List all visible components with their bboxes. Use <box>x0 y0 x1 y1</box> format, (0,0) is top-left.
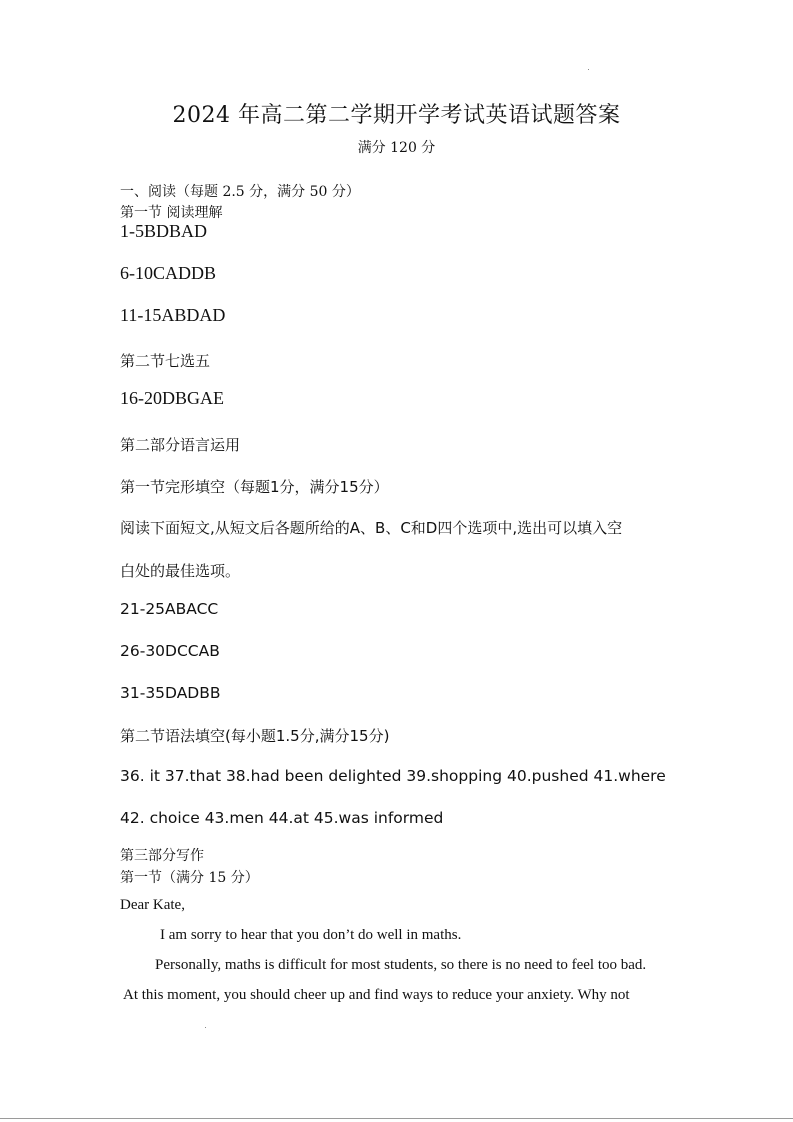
answer-line: 1-5BDBAD <box>120 221 208 241</box>
part2-section2-title: 第二节语法填空(每小题1.5分,满分15分) <box>120 727 390 745</box>
instruction-line-2: 白处的最佳选项。 <box>120 562 241 580</box>
answer-line: 26-30DCCAB <box>120 642 220 660</box>
part1-heading: 一、阅读（每题 2.5 分，满分 50 分） <box>120 184 360 200</box>
grammar-answers-line-2: 42. choice 43.men 44.at 45.was informed <box>120 809 444 827</box>
page-title: 2024 年高二第二学期开学考试英语试题答案 <box>172 103 621 128</box>
part1-section1-title: 第一节 阅读理解 <box>120 205 223 221</box>
answer-line: 11-15ABDAD <box>120 305 226 325</box>
letter-paragraph-3: At this moment, you should cheer up and find ways to reduce your anxiety. Why not <box>123 987 630 1003</box>
letter-paragraph-3-clip <box>123 987 675 1004</box>
scan-speck <box>588 69 589 70</box>
total-score: 满分 120 分 <box>357 140 436 156</box>
part3-heading: 第三部分写作 <box>120 848 204 864</box>
answer-line: 21-25ABACC <box>120 600 219 618</box>
answer-line: 16-20DBGAE <box>120 388 224 408</box>
letter-paragraph-2: Personally, maths is difficult for most students, so there is no need to feel too bad. <box>155 957 647 973</box>
part3-section1-title: 第一节（满分 15 分） <box>120 870 259 886</box>
letter-salutation: Dear Kate, <box>120 897 185 913</box>
part2-section1-title: 第一节完形填空（每题1分，满分15分） <box>120 478 389 496</box>
grammar-answers-line-1: 36. it 37.that 38.had been delighted 39.shopping 40.pushed 41.where <box>120 767 666 785</box>
part1-section2-title: 第二节七选五 <box>120 352 211 370</box>
letter-paragraph-1: I am sorry to hear that you don’t do well in maths. <box>160 927 462 943</box>
part2-heading: 第二部分语言运用 <box>120 436 241 454</box>
page-bottom-edge <box>0 1118 793 1119</box>
instruction-line-1: 阅读下面短文,从短文后各题所给的A、B、C和D四个选项中,选出可以填入空 <box>120 519 623 537</box>
answer-line: 6-10CADDB <box>120 263 217 283</box>
scan-speck <box>205 1027 206 1028</box>
answer-line: 31-35DADBB <box>120 684 221 702</box>
